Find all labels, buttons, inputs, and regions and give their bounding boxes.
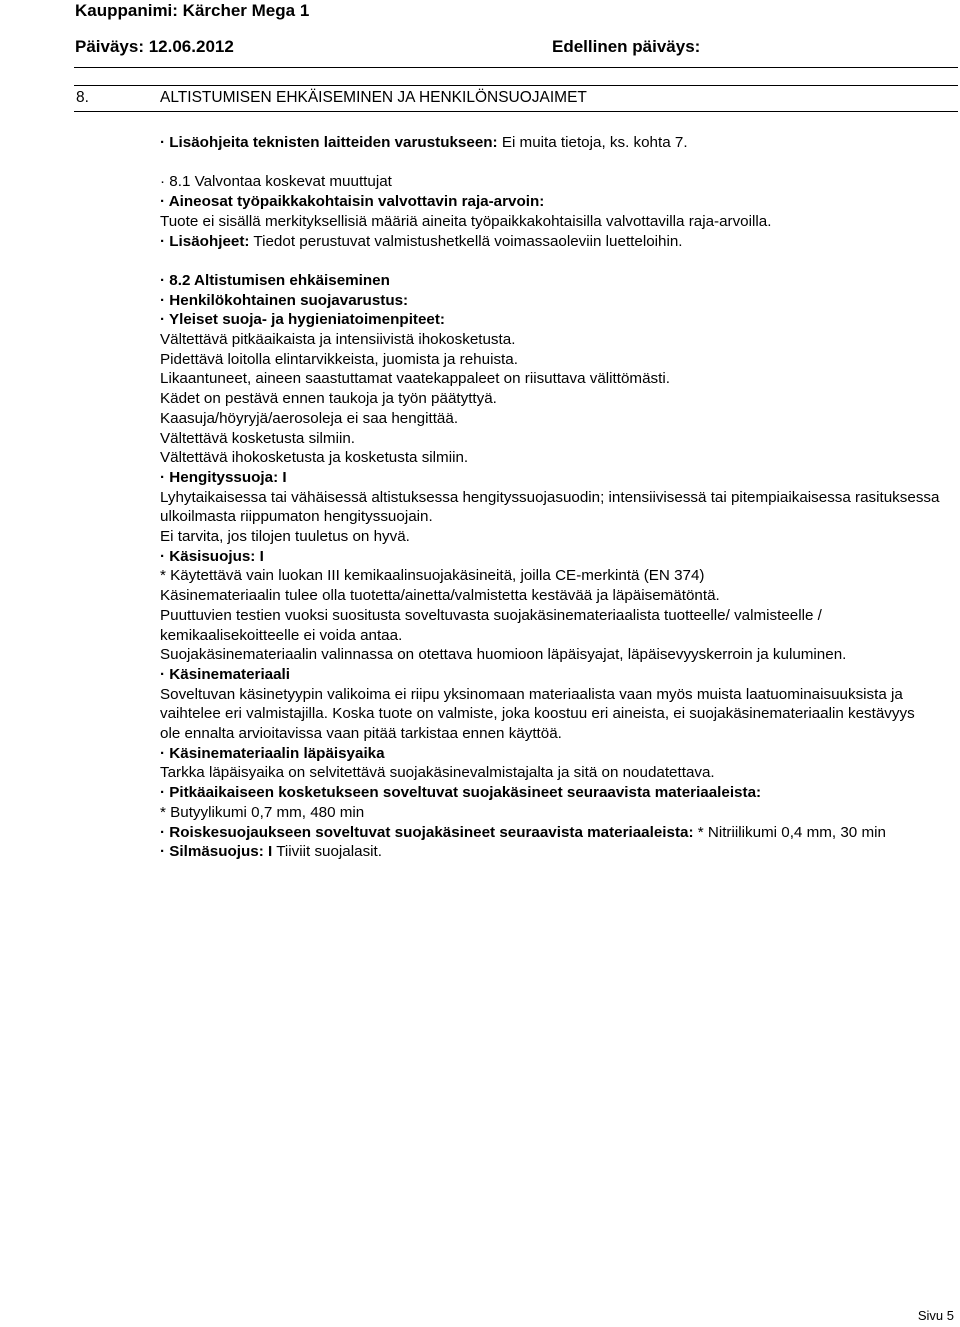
ppe-heading: · Henkilökohtainen suojavarustus: xyxy=(160,291,409,309)
hand-protection-heading: · Käsisuojus: I xyxy=(160,547,264,565)
glove-material-heading: · Käsinemateriaali xyxy=(160,665,290,683)
hygiene-line: Vältettävä kosketusta silmiin. xyxy=(160,429,355,447)
glove-material-line: ole ennalta arvioitavissa vaan pitää tarkistaa ennen käyttöä. xyxy=(160,725,562,743)
hygiene-line: Kaasuja/höyryjä/aerosoleja ei saa hengittää. xyxy=(160,409,459,427)
breakthrough-text: Tarkka läpäisyaika on selvitettävä suojakäsinevalmistajalta ja sitä on noudatettava. xyxy=(160,764,715,782)
hygiene-line: Vältettävä pitkäaikaista ja intensiivistä ihokosketusta. xyxy=(160,331,516,348)
hand-protection-line: Käsinemateriaalin tulee olla tuotetta/ainetta/valmistetta kestävää ja läpäisemätöntä. xyxy=(160,587,720,605)
glove-material-line: vaihtelee eri valmistajilla. Koska tuote on valmiste, joka koostuu eri aineista, ei suojakäsinemateriaalin kestävyys xyxy=(160,705,915,723)
glove-material-line: Soveltuvan käsinetyypin valikoima ei riipu yksinomaan materiaalista vaan myös muista laatuominaisuuksista ja xyxy=(160,685,903,703)
header-rule xyxy=(74,67,958,68)
section-rule-top xyxy=(74,85,958,86)
equipment-note: · Lisäohjeita teknisten laitteiden varustukseen: Ei muita tietoja, ks. kohta 7. xyxy=(160,134,688,151)
hygiene-heading: · Yleiset suoja- ja hygieniatoimenpiteet: xyxy=(160,311,445,329)
section-body xyxy=(160,133,946,862)
long-term-gloves-heading: · Pitkäaikaiseen kosketukseen soveltuvat suojakäsineet seuraavista materiaaleista: xyxy=(160,784,762,802)
section-rule-bottom xyxy=(74,111,958,112)
issue-date: Päiväys: 12.06.2012 xyxy=(75,37,234,56)
eye-protection: · Silmäsuojus: I Tiiviit suojalasit. xyxy=(160,843,382,861)
hygiene-line: Pidettävä loitolla elintarvikkeista, juomista ja rehuista. xyxy=(160,350,518,368)
hygiene-line: Vältettävä ihokosketusta ja kosketusta silmiin. xyxy=(160,449,469,467)
limit-values-heading: · Aineosat työpaikkakohtaisin valvottavin raja-arvoin: xyxy=(160,193,545,211)
subsection-8-1-heading: · 8.1 Valvontaa koskevat muuttujat xyxy=(160,173,392,191)
product-name: Kauppanimi: Kärcher Mega 1 xyxy=(75,1,310,20)
breakthrough-heading: · Käsinemateriaalin läpäisyaika xyxy=(160,744,385,762)
hand-protection-line: * Käytettävä vain luokan III kemikaalinsuojakäsineitä, joilla CE-merkintä (EN 374) xyxy=(160,567,705,585)
splash-gloves: · Roiskesuojaukseen soveltuvat suojakäsineet seuraavista materiaaleista: * Nitriilikumi 0,4 mm, 30 min xyxy=(160,823,886,841)
previous-date: Edellinen päiväys: xyxy=(552,37,701,56)
section-heading: ALTISTUMISEN EHKÄISEMINEN JA HENKILÖNSUOJAIMET xyxy=(160,89,587,106)
hand-protection-line: Puuttuvien testien vuoksi suositusta soveltuvasta suojakäsinemateriaalista tuotteelle/ valmisteelle / kemikaalisekoitteelle ei voida antaa. xyxy=(160,606,822,644)
section-number: 8. xyxy=(76,89,89,106)
respiratory-note: Ei tarvita, jos tilojen tuuletus on hyvä. xyxy=(160,528,410,546)
hand-protection-line: Suojakäsinemateriaalin valinnassa on otettava huomioon läpäisyajat, läpäisevyyskerroin ja kuluminen. xyxy=(160,646,847,664)
respiratory-heading: · Hengityssuoja: I xyxy=(160,468,287,486)
page-number: Sivu 5 xyxy=(917,1308,954,1323)
section-title xyxy=(76,89,587,107)
respiratory-text: Lyhytaikaisessa tai vähäisessä altistuksessa hengityssuojasuodin; intensiivisessä tai pitempiaikaisessa rasituksessa ulkoilmasta riippumaton hengityssuojain. xyxy=(160,488,940,526)
hygiene-line: Kädet on pestävä ennen taukoja ja työn päätyttyä. xyxy=(160,390,497,408)
long-term-gloves-text: * Butyylikumi 0,7 mm, 480 min xyxy=(160,803,365,821)
hygiene-line: Likaantuneet, aineen saastuttamat vaatekappaleet on riisuttava välittömästi. xyxy=(160,370,670,388)
additional-info: · Lisäohjeet: Tiedot perustuvat valmistushetkellä voimassaoleviin luetteloihin. xyxy=(160,232,683,250)
limit-values-text: Tuote ei sisällä merkityksellisiä määriä aineita työpaikkakohtaisilla valvottavilla raja-arvoilla. xyxy=(160,212,772,230)
subsection-8-2-heading: · 8.2 Altistumisen ehkäiseminen xyxy=(160,271,390,289)
